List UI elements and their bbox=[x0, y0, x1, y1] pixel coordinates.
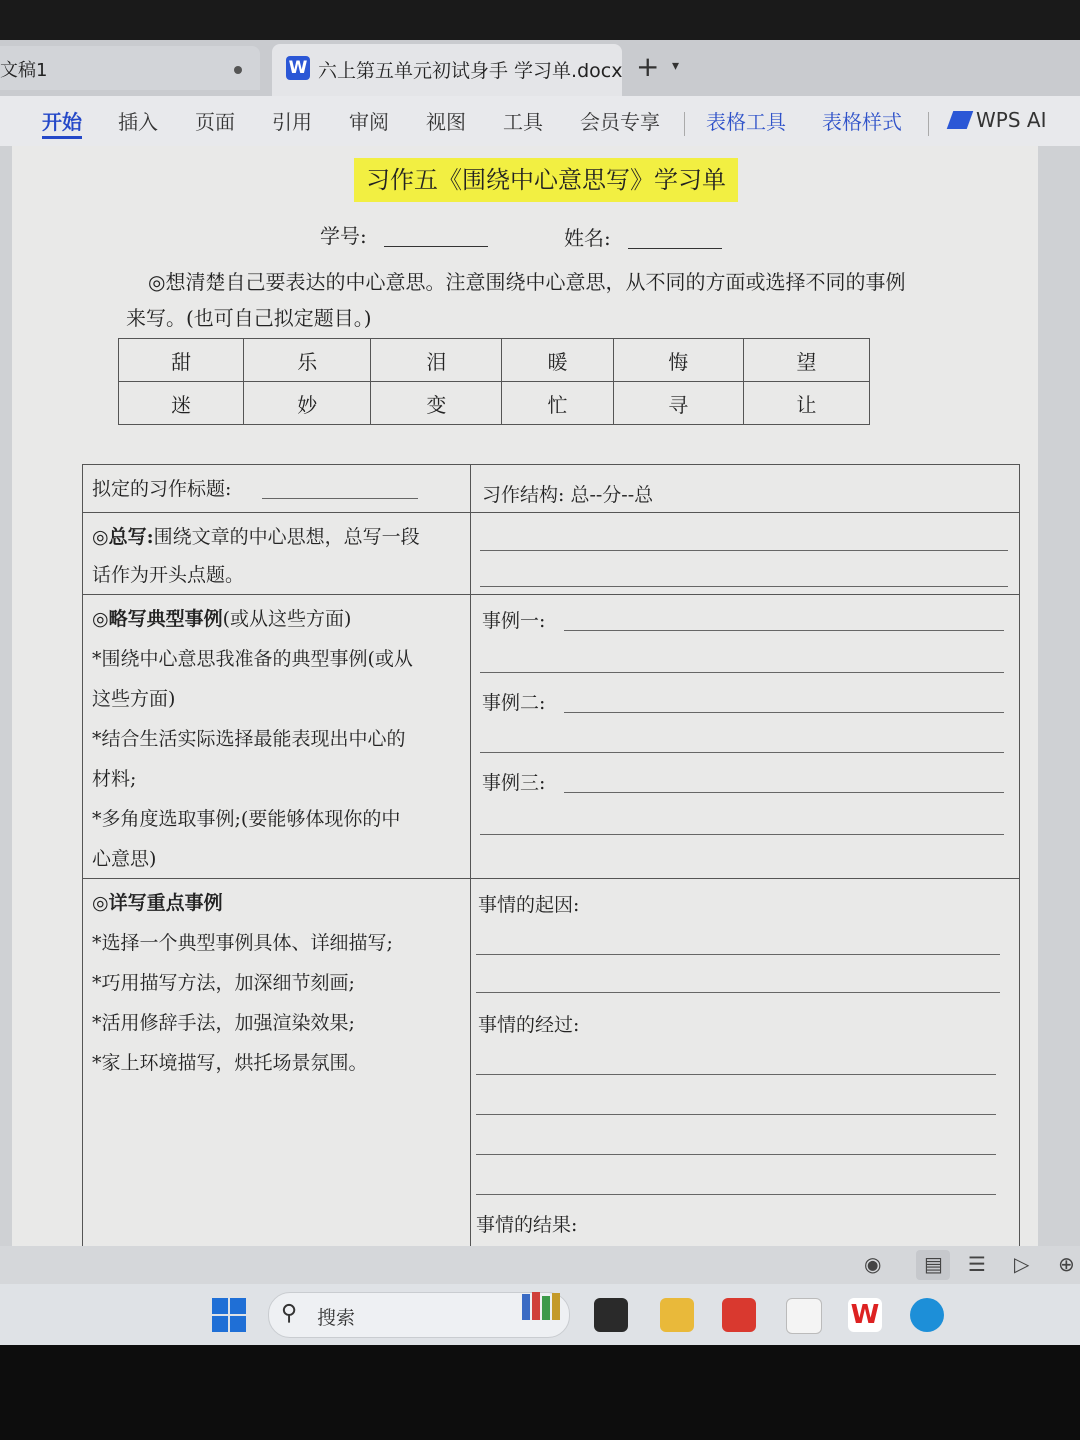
ribbon-tab-insert[interactable]: 插入 bbox=[118, 110, 158, 134]
edge-browser-icon[interactable] bbox=[910, 1298, 944, 1332]
document-canvas bbox=[0, 146, 1080, 1246]
cause-label: 事情的起因: bbox=[478, 894, 580, 916]
instruction-line-2: 来写。(也可自己拟定题目。) bbox=[126, 306, 372, 330]
ribbon-tab-view[interactable]: 视图 bbox=[426, 110, 466, 134]
play-icon[interactable]: ▷ bbox=[1014, 1252, 1030, 1276]
ribbon-menu bbox=[0, 96, 1080, 146]
ribbon-tab-home[interactable]: 开始 bbox=[42, 110, 82, 134]
topic-word[interactable]: 甜 bbox=[119, 339, 244, 382]
table-row-divider bbox=[82, 594, 1020, 595]
topic-word[interactable]: 泪 bbox=[371, 339, 502, 382]
cases-instruction-3: *多角度选取事例;(要能够体现你的中 bbox=[92, 808, 401, 830]
ribbon-tab-page[interactable]: 页面 bbox=[195, 110, 235, 134]
ribbon-tab-review[interactable]: 审阅 bbox=[349, 110, 389, 134]
writing-line[interactable] bbox=[480, 834, 1004, 835]
writing-line[interactable] bbox=[480, 550, 1008, 551]
outline-view-icon[interactable]: ☰ bbox=[968, 1252, 986, 1276]
cases-section-heading: ◎略写典型事例 bbox=[92, 608, 223, 630]
topic-word[interactable]: 望 bbox=[743, 339, 869, 382]
wps-office-icon[interactable]: W bbox=[848, 1298, 882, 1332]
ribbon-tab-table-tools[interactable]: 表格工具 bbox=[706, 110, 786, 134]
globe-icon[interactable]: ⊕ bbox=[1058, 1252, 1075, 1276]
wps-ai-button[interactable] bbox=[950, 108, 1046, 132]
tab-label: 文稿1 bbox=[0, 60, 48, 81]
word-doc-icon: W bbox=[286, 56, 310, 80]
intro-section-text-2: 话作为开头点题。 bbox=[92, 564, 245, 586]
taskbar bbox=[0, 1284, 1080, 1345]
writing-line[interactable] bbox=[476, 1074, 996, 1075]
cases-instruction-1: *围绕中心意思我准备的典型事例(或从 bbox=[92, 648, 413, 670]
table-column-divider bbox=[470, 464, 471, 1254]
topic-word[interactable]: 妙 bbox=[244, 382, 371, 425]
case-2-label: 事例二: bbox=[482, 692, 546, 714]
detail-instruction-1: *选择一个典型事例具体、详细描写; bbox=[92, 932, 393, 954]
tab-bar bbox=[0, 40, 1080, 96]
essay-structure-label: 习作结构: 总--分--总 bbox=[482, 484, 654, 506]
cases-instruction-2: *结合生活实际选择最能表现出中心的 bbox=[92, 728, 406, 750]
topic-word[interactable]: 寻 bbox=[613, 382, 743, 425]
cases-instruction-3b: 心意思) bbox=[92, 848, 157, 870]
cases-instruction-1b: 这些方面) bbox=[92, 688, 176, 710]
tab-document-active[interactable] bbox=[272, 44, 622, 96]
cases-instruction-2b: 材料; bbox=[92, 768, 137, 790]
topic-word[interactable]: 变 bbox=[371, 382, 502, 425]
ribbon-tab-tools[interactable]: 工具 bbox=[503, 110, 543, 134]
result-label: 事情的结果: bbox=[476, 1214, 578, 1236]
topic-word[interactable]: 迷 bbox=[119, 382, 244, 425]
student-id-blank[interactable] bbox=[384, 246, 488, 247]
detail-instruction-4: *家上环境描写，烘托场景氛围。 bbox=[92, 1052, 368, 1074]
writing-line[interactable] bbox=[480, 586, 1008, 587]
topic-word[interactable]: 暖 bbox=[502, 339, 613, 382]
table-row-divider bbox=[82, 512, 1020, 513]
wps-ai-icon bbox=[947, 111, 974, 129]
ribbon-separator bbox=[928, 112, 929, 136]
student-id-label: 学号: bbox=[320, 224, 367, 248]
windows-start-icon[interactable] bbox=[212, 1298, 246, 1332]
writing-line[interactable] bbox=[476, 992, 1000, 993]
task-view-icon[interactable] bbox=[594, 1298, 628, 1332]
writing-line[interactable] bbox=[476, 954, 1000, 955]
ribbon-tab-member[interactable]: 会员专享 bbox=[580, 110, 660, 134]
tab-document-1[interactable] bbox=[0, 46, 260, 90]
writing-line[interactable] bbox=[476, 1114, 996, 1115]
screen bbox=[0, 40, 1080, 1345]
unsaved-dot-icon bbox=[234, 66, 242, 74]
writing-line[interactable] bbox=[476, 1154, 996, 1155]
topic-word[interactable]: 忙 bbox=[502, 382, 613, 425]
new-tab-button[interactable]: + bbox=[636, 50, 660, 83]
page-title: 习作五《围绕中心意思写》学习单 bbox=[354, 158, 738, 202]
books-icon bbox=[512, 1290, 564, 1320]
search-icon: ⚲ bbox=[281, 1301, 298, 1326]
case-3-label: 事例三: bbox=[482, 772, 546, 794]
search-label: 搜索 bbox=[317, 1307, 356, 1329]
detail-section-heading: ◎详写重点事例 bbox=[92, 892, 223, 914]
eye-icon[interactable]: ◉ bbox=[864, 1252, 882, 1276]
ribbon-tab-table-style[interactable]: 表格样式 bbox=[822, 110, 902, 134]
instruction-line-1: ◎想清楚自己要表达的中心意思。注意围绕中心意思，从不同的方面或选择不同的事例 bbox=[148, 270, 906, 294]
topic-word[interactable]: 让 bbox=[743, 382, 869, 425]
writing-line[interactable] bbox=[564, 630, 1004, 631]
file-explorer-icon[interactable] bbox=[660, 1298, 694, 1332]
intro-section-text: 围绕文章的中心思想，总写一段 bbox=[153, 526, 420, 548]
case-1-label: 事例一: bbox=[482, 610, 546, 632]
ribbon-tab-references[interactable]: 引用 bbox=[272, 110, 312, 134]
wps-ai-label: WPS AI bbox=[976, 108, 1047, 132]
topic-word[interactable]: 乐 bbox=[244, 339, 371, 382]
writing-line[interactable] bbox=[480, 672, 1004, 673]
chevron-down-icon[interactable]: ▾ bbox=[672, 58, 680, 74]
table-row bbox=[119, 339, 870, 382]
writing-line[interactable] bbox=[564, 712, 1004, 713]
active-tab-indicator bbox=[42, 136, 82, 139]
document-page[interactable] bbox=[12, 146, 1038, 1246]
app-icon-red[interactable] bbox=[722, 1298, 756, 1332]
cases-section-note: (或从这些方面) bbox=[222, 608, 352, 630]
intro-section-heading: ◎总写: bbox=[92, 526, 154, 548]
topic-word[interactable]: 悔 bbox=[613, 339, 743, 382]
tab-label: 六上第五单元初试身手 学习单.docx bbox=[318, 60, 623, 82]
name-label: 姓名: bbox=[564, 226, 611, 250]
detail-instruction-2: *巧用描写方法，加深细节刻画; bbox=[92, 972, 355, 994]
table-row-divider bbox=[82, 878, 1020, 879]
status-bar bbox=[0, 1246, 1080, 1284]
device-bezel-bottom bbox=[0, 1345, 1080, 1440]
ribbon-separator bbox=[684, 112, 685, 136]
essay-title-label: 拟定的习作标题: bbox=[92, 478, 232, 500]
writing-line[interactable] bbox=[476, 1194, 996, 1195]
page-view-icon: ▤ bbox=[924, 1252, 943, 1276]
topic-word-table bbox=[118, 338, 870, 425]
essay-title-blank[interactable] bbox=[262, 498, 418, 499]
device-bezel bbox=[0, 0, 1080, 42]
name-blank[interactable] bbox=[628, 248, 722, 249]
writing-line[interactable] bbox=[564, 792, 1004, 793]
process-label: 事情的经过: bbox=[478, 1014, 580, 1036]
detail-instruction-3: *活用修辞手法，加强渲染效果; bbox=[92, 1012, 355, 1034]
app-icon-rings[interactable] bbox=[786, 1298, 822, 1334]
table-row bbox=[119, 382, 870, 425]
writing-line[interactable] bbox=[480, 752, 1004, 753]
